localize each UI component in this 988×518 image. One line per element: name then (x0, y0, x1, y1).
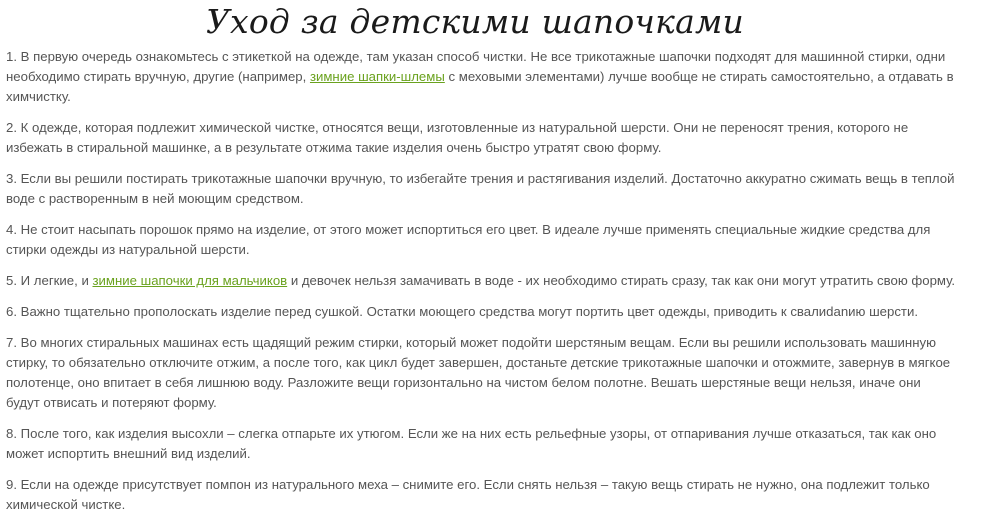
tip-3: 3. Если вы решили постирать трикотажные шапочки вручную, то избегайте трения и растягивания изделий. Достаточно аккуратно сжимать вещь в теплой воде с растворенным в ней моющим средством. (6, 171, 955, 206)
tip-1-text-after: с меховыми элементами) лучше вообще не стирать самостоятельно, а отдавать в химчистку. (6, 69, 954, 104)
winter-boys-hats-link[interactable]: зимние шапочки для мальчиков (92, 273, 288, 288)
tip-9: 9. Если на одежде присутствует помпон из натурального меха – снимите его. Если снять нельзя – такую вещь стирать не нужно, она подлежит только химической чистке. (6, 477, 930, 512)
tip-1-text-before: 1. В первую очередь ознакомьтесь с этикеткой на одежде, там указан способ чистки. Не все трикотажные шапочки подходят для машинной стирки, одни необходимо стирать вручную, другие (например, (6, 49, 946, 84)
tip-2: 2. К одежде, которая подлежит химической чистке, относятся вещи, изготовленные из натуральной шерсти. Они не переносят трения, которого не избежать в стиральной машинке, а в результате отжима такие изделия очень быстро утратят свою форму. (6, 120, 909, 155)
article-title: Уход за детскими шапочками (206, 2, 744, 41)
winter-helmet-hats-link[interactable]: зимние шапки-шлемы (309, 69, 445, 84)
tip-6: 6. Важно тщательно прополоскать изделие перед сушкой. Остатки моющего средства могут портить цвет одежды, приводить к свалиdanию шерсти. (6, 304, 918, 319)
tip-1 (6, 47, 958, 107)
tip-8: 8. После того, как изделия высохли – слегка отпарьте их утюгом. Если же на них есть рельефные узоры, от отпаривания лучше отказаться, так как оно может испортить внешний вид изделий. (6, 426, 937, 461)
tip-4: 4. Не стоит насыпать порошок прямо на изделие, от этого может испортиться его цвет. В идеале лучше применять специальные жидкие средства для стирки одежды из натуральной шерсти. (6, 222, 931, 257)
tip-7: 7. Во многих стиральных машинах есть щадящий режим стирки, который может подойти шерстяным вещам. Если вы решили использовать машинную стирку, то обязательно отключите отжим, а после того, как цикл будет завершен, достаньте детские трикотажные шапочки и отожмите, завернув в мягкое полотенце, оно впитает в себя лишнюю воду. Разложите вещи горизонтально на чистом белом полотне. Вешать шерстяные вещи нельзя, иначе они будут отвисать и потеряют форму. (6, 335, 951, 410)
tip-5-text-before: 5. И легкие, и (6, 273, 93, 288)
tip-5 (6, 271, 958, 291)
care-tips-list (6, 47, 958, 515)
tip-5-text-after: и девочек нельзя замачивать в воде - их необходимо стирать сразу, так как они могут утратить свою форму. (287, 273, 956, 288)
